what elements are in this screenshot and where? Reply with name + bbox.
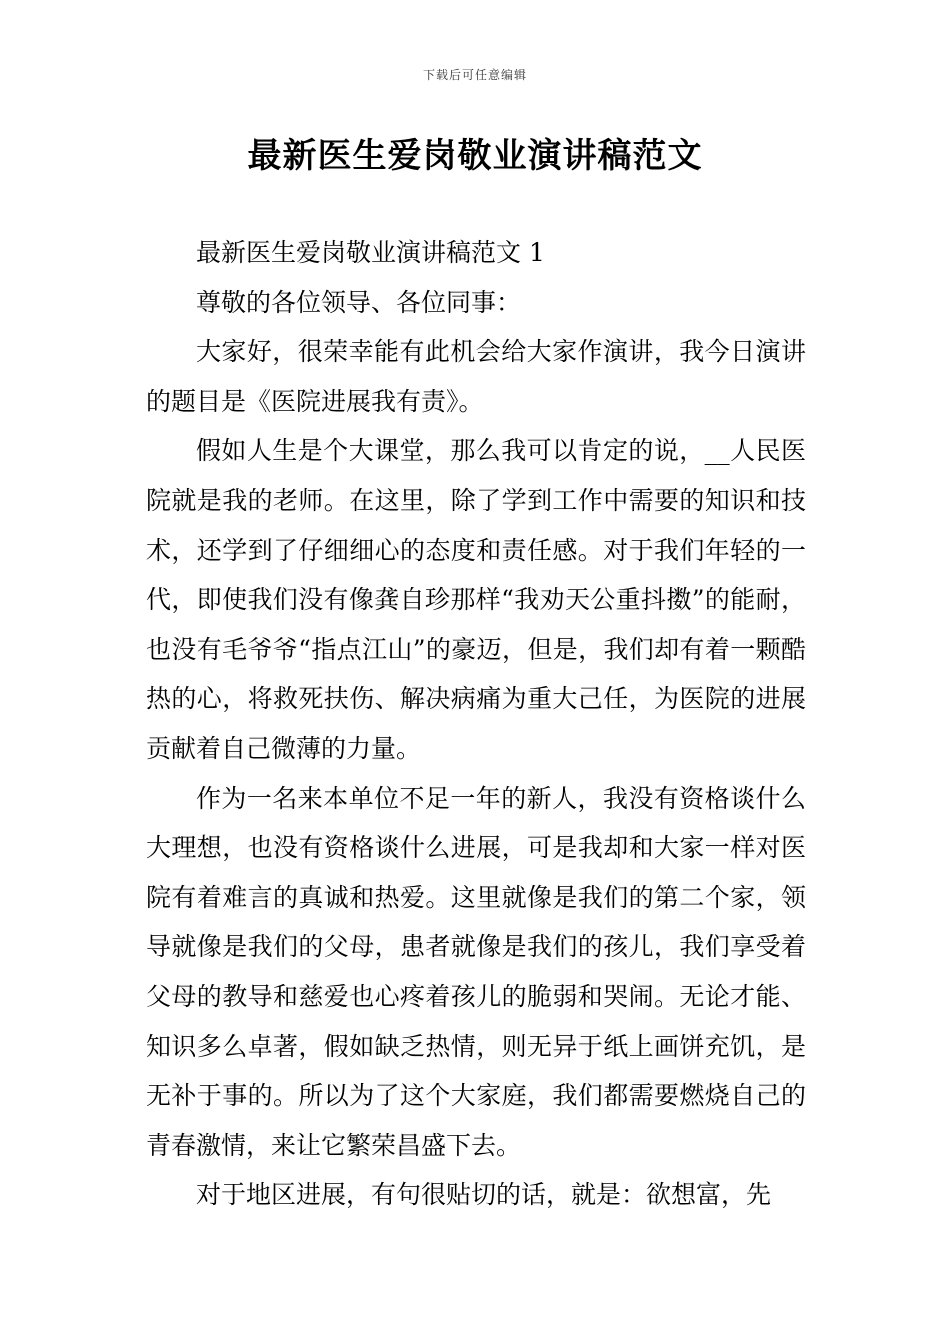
paragraph: 假如人生是个大课堂，那么我可以肯定的说，__人民医院就是我的老师。在这里，除了学到工作中需要的知识和技术，还学到了仔细细心的态度和责任感。对于我们年轻的一代，即使我们没有像龚自珍那样“我劝天公重抖擞”的能耐，也没有毛爷爷“指点江山”的豪迈，但是，我们却有着一颗酷热的心，将救死扶伤、解决病痛为重大己任，为医院的进展贡献着自己微薄的力量。: [146, 436, 806, 763]
document-body: [146, 228, 806, 1220]
paragraph-salutation: 尊敬的各位领导、各位同事：: [196, 287, 522, 317]
document-title: 最新医生爱岗敬业演讲稿范文: [247, 136, 703, 176]
paragraph: 大家好，很荣幸能有此机会给大家作演讲，我今日演讲的题目是《医院进展我有责》。: [146, 337, 806, 416]
paragraph-subtitle: 最新医生爱岗敬业演讲稿范文 1: [196, 238, 545, 267]
header-note: 下载后可任意编辑: [422, 68, 527, 82]
paragraph: 作为一名来本单位不足一年的新人，我没有资格谈什么大理想，也没有资格谈什么进展，可是我却和大家一样对医院有着难言的真诚和热爱。这里就像是我们的第二个家，领导就像是我们的父母，患者就像是我们的孩儿，我们享受着父母的教导和慈爱也心疼着孩儿的脆弱和哭闹。无论才能、知识多么卓著，假如缺乏热情，则无异于纸上画饼充饥，是无补于事的。所以为了这个大家庭，我们都需要燃烧自己的青春激情，来让它繁荣昌盛下去。: [146, 783, 806, 1160]
paragraph: 对于地区进展，有句很贴切的话，就是：欲想富，先: [196, 1180, 772, 1210]
